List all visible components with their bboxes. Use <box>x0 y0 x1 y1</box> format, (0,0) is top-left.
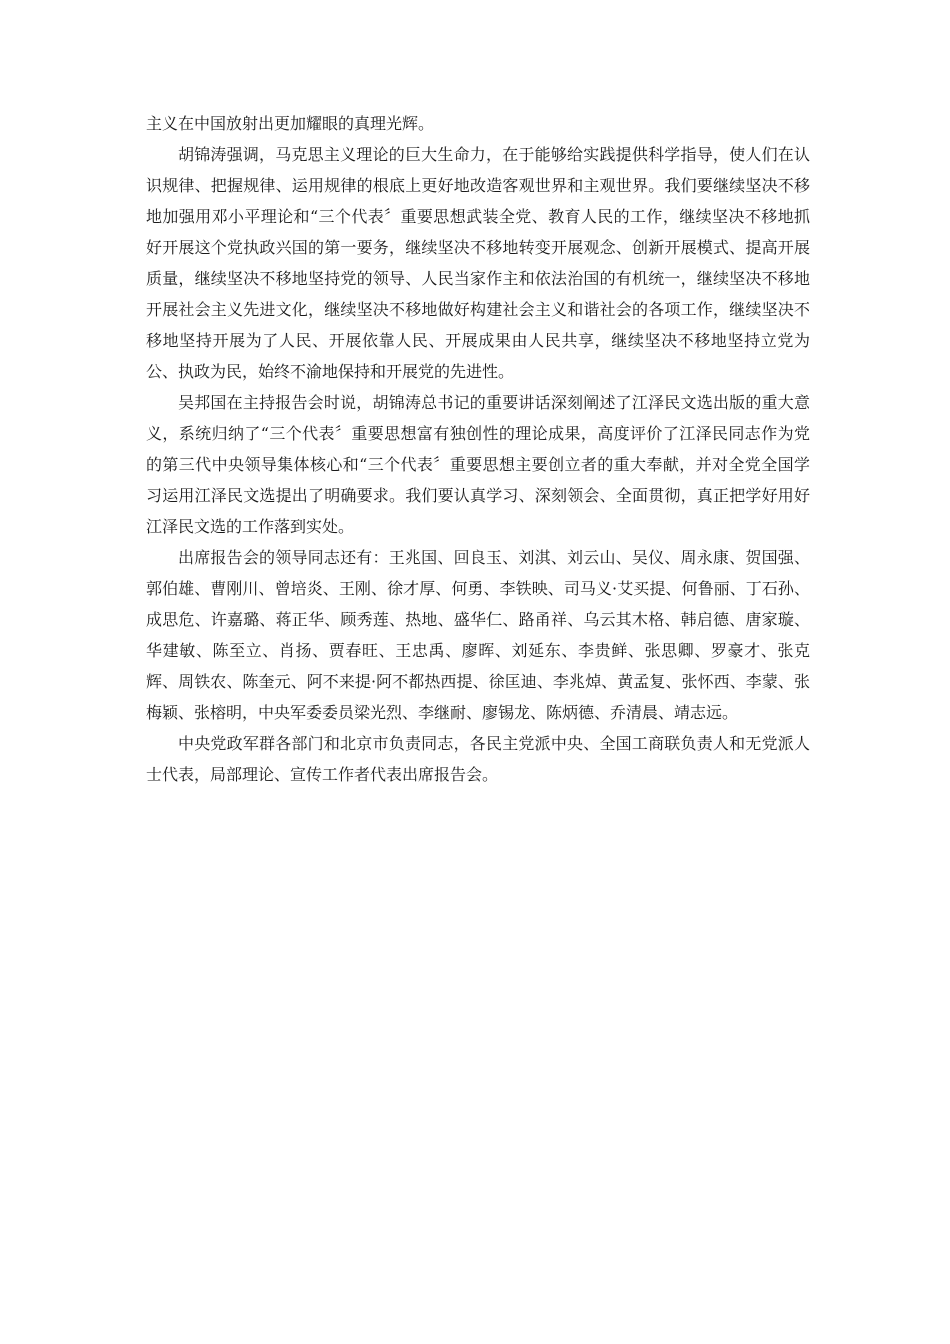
paragraph-wu-bangguo-remarks: 吴邦国在主持报告会时说，胡锦涛总书记的重要讲话深刻阐述了江泽民文选出版的重大意义，系统归纳了“三个代表〞重要思想富有独创性的理论成果，高度评价了江泽民同志作为党的第三代中央领导集体核心和“三个代表〞重要思想主要创立者的重大奉献，并对全党全国学习运用江泽民文选提出了明确要求。我们要认真学习、深刻领会、全面贯彻，真正把学好用好江泽民文选的工作落到实处。 <box>146 393 810 536</box>
paragraph-continuation: 主义在中国放射出更加耀眼的真理光辉。 <box>146 114 435 133</box>
paragraph-hu-jintao-emphasis: 胡锦涛强调，马克思主义理论的巨大生命力，在于能够给实践提供科学指导，使人们在认识规律、把握规律、运用规律的根底上更好地改造客观世界和主观世界。我们要继续坚决不移地加强用邓小平理论和“三个代表〞重要思想武装全党、教育人民的工作，继续坚决不移地抓好开展这个党执政兴国的第一要务，继续坚决不移地转变开展观念、创新开展模式、提高开展质量，继续坚决不移地坚持党的领导、人民当家作主和依法治国的有机统一，继续坚决不移地开展社会主义先进文化，继续坚决不移地做好构建社会主义和谐社会的各项工作，继续坚决不移地坚持开展为了人民、开展依靠人民、开展成果由人民共享，继续坚决不移地坚持立党为公、执政为民，始终不渝地保持和开展党的先进性。 <box>146 145 810 381</box>
paragraph-other-attendees: 中央党政军群各部门和北京市负责同志，各民主党派中央、全国工商联负责人和无党派人士代表，局部理论、宣传工作者代表出席报告会。 <box>146 734 810 784</box>
paragraph-attending-leaders: 出席报告会的领导同志还有：王兆国、回良玉、刘淇、刘云山、吴仪、周永康、贺国强、郭伯雄、曹刚川、曾培炎、王刚、徐才厚、何勇、李铁映、司马义·艾买提、何鲁丽、丁石孙、成思危、许嘉璐、蒋正华、顾秀莲、热地、盛华仁、路甬祥、乌云其木格、韩启德、唐家璇、华建敏、陈至立、肖扬、贾春旺、王忠禹、廖晖、刘延东、李贵鲜、张思卿、罗豪才、张克辉、周铁农、陈奎元、阿不来提·阿不都热西提、徐匡迪、李兆焯、黄孟复、张怀西、李蒙、张梅颖、张榕明，中央军委委员梁光烈、李继耐、廖锡龙、陈炳德、乔清晨、靖志远。 <box>146 548 810 722</box>
document-page <box>146 108 810 790</box>
